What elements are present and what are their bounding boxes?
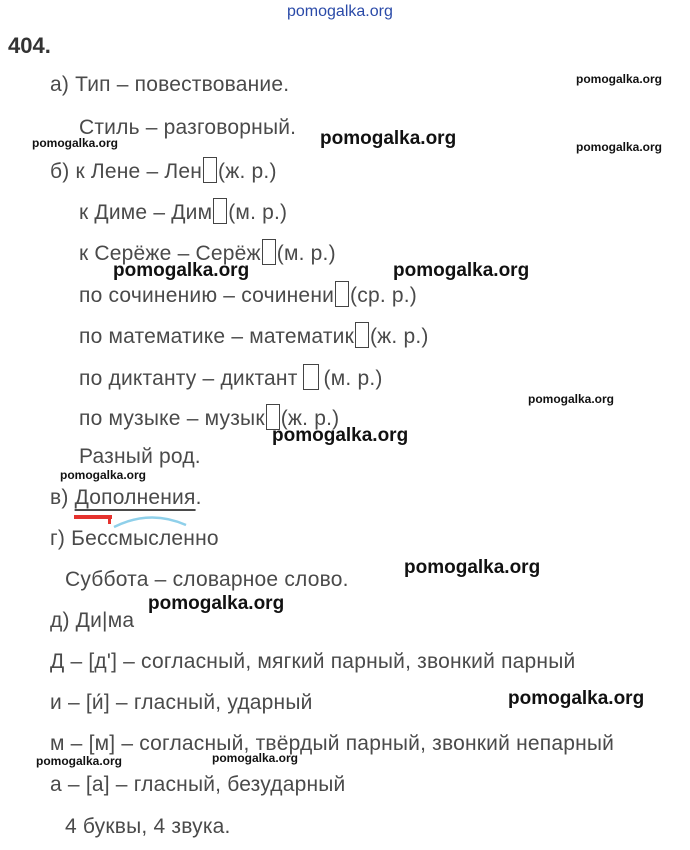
prefix-mark-tick [108, 515, 111, 524]
line-b-lena [50, 157, 277, 183]
line-d-count: 4 буквы, 4 звука. [65, 815, 231, 838]
line-b-conclusion: Разный род. [79, 445, 201, 468]
ending-box [303, 364, 319, 390]
line-d-sound-d: Д – [д'] – согласный, мягкий парный, звонкий парный [50, 650, 576, 673]
ending-box [213, 198, 227, 224]
line-b-diktant [79, 364, 383, 390]
watermark: pomogalka.org [393, 260, 530, 281]
line-b-matematika [79, 322, 429, 348]
line-b-sochinenie [79, 281, 417, 307]
text: по музыке – музык [79, 407, 265, 430]
line-d-sound-i: и – [и́] – гласный, ударный [50, 691, 313, 714]
line-g-word: г) Бессмысленно [50, 527, 219, 550]
prefix-mark [74, 515, 112, 519]
watermark: pomogalka.org [576, 140, 663, 154]
line-a-style: Стиль – разговорный. [79, 116, 297, 139]
watermark: pomogalka.org [404, 557, 541, 578]
text: по диктанту – диктант [79, 367, 298, 390]
watermark: pomogalka.org [508, 688, 645, 709]
watermark: pomogalka.org [212, 751, 299, 765]
text: . [195, 486, 202, 509]
ending-box [203, 157, 217, 183]
watermark: pomogalka.org [148, 593, 285, 614]
line-v [50, 487, 202, 508]
line-a-type: а) Тип – повествование. [50, 73, 290, 96]
text: (м. р.) [276, 242, 336, 265]
line-g-subbota: Суббота – словарное слово. [65, 568, 349, 591]
underlined-word: Дополнения [74, 486, 196, 509]
text: б) к Лене – Лен [50, 160, 203, 183]
text: (ж. р.) [218, 160, 277, 183]
line-d-sound-m: м – [м] – согласный, твёрдый парный, звонкий непарный [50, 732, 615, 755]
text: в) [50, 486, 75, 509]
text: (м. р.) [228, 201, 288, 224]
watermark: pomogalka.org [528, 392, 615, 406]
text: по математике – математик [79, 325, 354, 348]
line-d-sound-a: а – [а] – гласный, безударный [50, 773, 346, 796]
watermark: pomogalka.org [36, 754, 123, 768]
watermark: pomogalka.org [272, 425, 409, 446]
watermark-top: pomogalka.org [287, 3, 393, 20]
text: по сочинению – сочинени [79, 284, 335, 307]
line-d-word: д) Ди|ма [50, 609, 135, 632]
ending-box [355, 322, 369, 348]
watermark: pomogalka.org [60, 468, 147, 482]
watermark: pomogalka.org [113, 260, 250, 281]
text: (ср. р.) [350, 284, 417, 307]
ending-box [262, 239, 276, 265]
line-b-dima [79, 198, 287, 224]
task-number: 404. [8, 33, 51, 58]
text: к Диме – Дим [79, 201, 213, 224]
text: (ж. р.) [369, 325, 429, 348]
text: (ж. р.) [280, 407, 340, 430]
watermark: pomogalka.org [32, 136, 119, 150]
text: к Серёже – Серёж [79, 242, 261, 265]
ending-box [335, 281, 349, 307]
watermark: pomogalka.org [576, 72, 663, 86]
watermark: pomogalka.org [320, 128, 457, 149]
text: (м. р.) [323, 367, 383, 390]
